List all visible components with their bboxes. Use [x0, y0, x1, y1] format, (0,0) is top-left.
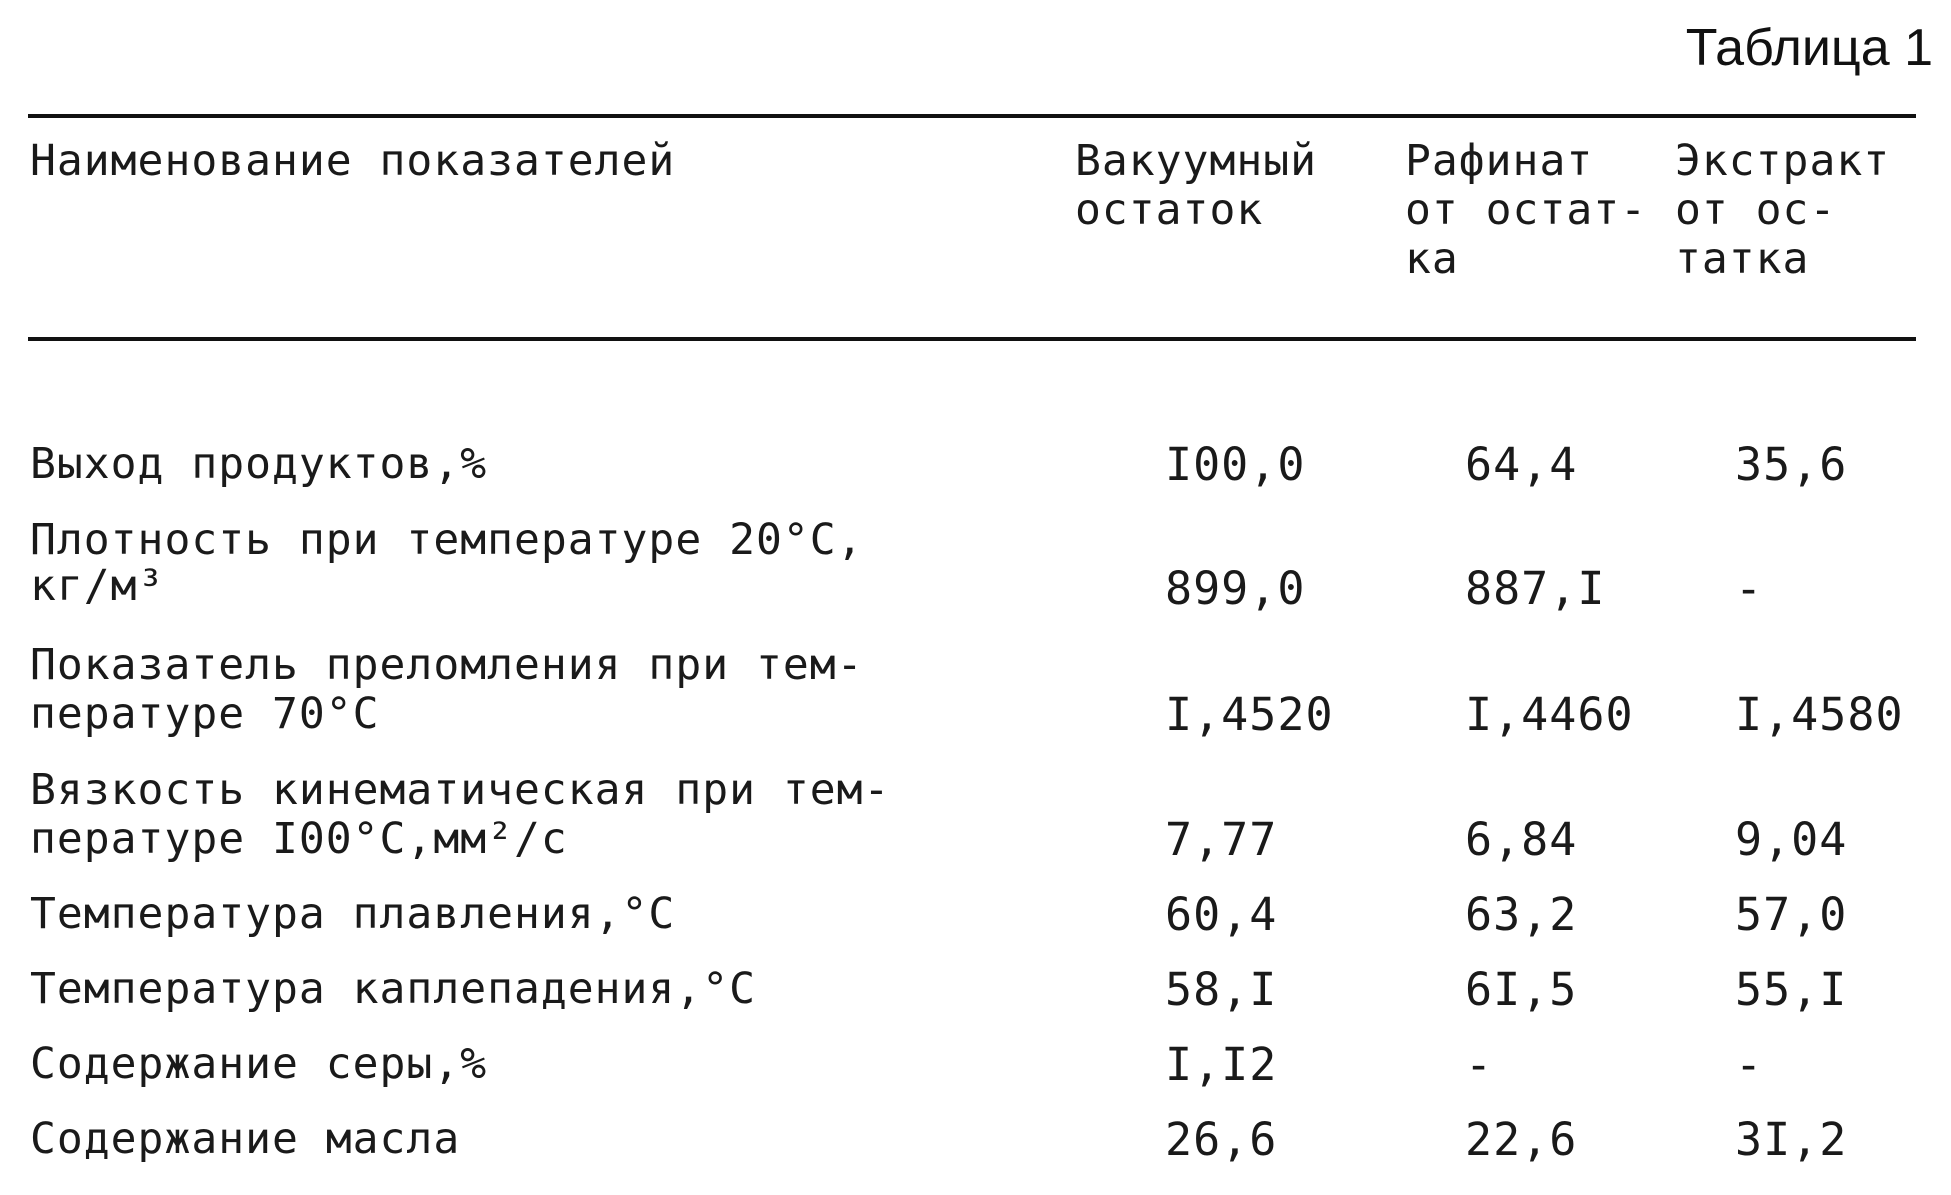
header-col-b-line3: ка [1405, 234, 1459, 284]
row-sulfur-value-c: - [1735, 1038, 1764, 1091]
row-refraction-name-line2: пературе 70°С [30, 689, 380, 739]
row-sulfur-value-b: - [1465, 1038, 1494, 1091]
row-yield-value-a: I00,0 [1165, 438, 1306, 491]
row-yield-value-b: 64,4 [1465, 438, 1578, 491]
row-melting-value-c: 57,0 [1735, 888, 1848, 941]
row-refraction-value-a: I,4520 [1165, 688, 1334, 741]
row-viscosity-value-c: 9,04 [1735, 813, 1848, 866]
row-yield-value-c: 35,6 [1735, 438, 1848, 491]
row-oil-content-value-c: 3I,2 [1735, 1113, 1848, 1166]
row-density-value-a: 899,0 [1165, 562, 1306, 615]
row-viscosity-name-line2: пературе I00°С,мм²/с [30, 814, 568, 864]
row-viscosity-name-line1: Вязкость кинематическая при тем- [30, 765, 891, 815]
row-refraction-name-line1: Показатель преломления при тем- [30, 640, 864, 690]
header-bottom-rule [28, 337, 1916, 341]
row-oil-content-name: Содержание масла [30, 1114, 461, 1164]
row-drop-point-value-c: 55,I [1735, 963, 1848, 1016]
header-col-b-line1: Рафинат [1405, 136, 1594, 186]
row-sulfur-value-a: I,I2 [1165, 1038, 1278, 1091]
row-density-value-b: 887,I [1465, 562, 1606, 615]
row-density-value-c: - [1735, 562, 1764, 615]
row-drop-point-name: Температура каплепадения,°С [30, 964, 756, 1014]
header-col-c-line3: татка [1675, 234, 1810, 284]
table-caption: Таблица 1 [1685, 19, 1933, 77]
header-col-a-line1: Вакуумный [1075, 136, 1317, 186]
row-oil-content-value-a: 26,6 [1165, 1113, 1278, 1166]
row-density-name-line2: кг/м³ [30, 561, 165, 611]
row-viscosity-value-a: 7,77 [1165, 813, 1278, 866]
header-name: Наименование показателей [30, 136, 676, 186]
header-col-c-line1: Экстракт [1675, 136, 1891, 186]
top-rule [28, 114, 1916, 118]
row-drop-point-value-b: 6I,5 [1465, 963, 1578, 1016]
row-sulfur-name: Содержание серы,% [30, 1039, 488, 1089]
row-melting-name: Температура плавления,°С [30, 889, 676, 939]
header-col-c-line2: от ос- [1675, 185, 1837, 235]
row-density-name-line1: Плотность при температуре 20°С, [30, 515, 864, 565]
row-viscosity-value-b: 6,84 [1465, 813, 1578, 866]
row-refraction-value-b: I,4460 [1465, 688, 1634, 741]
row-melting-value-b: 63,2 [1465, 888, 1578, 941]
row-melting-value-a: 60,4 [1165, 888, 1278, 941]
header-col-b-line2: от остат- [1405, 185, 1647, 235]
header-col-a-line2: остаток [1075, 185, 1264, 235]
row-oil-content-value-b: 22,6 [1465, 1113, 1578, 1166]
row-refraction-value-c: I,4580 [1735, 688, 1904, 741]
row-drop-point-value-a: 58,I [1165, 963, 1278, 1016]
row-yield-name: Выход продуктов,% [30, 439, 488, 489]
